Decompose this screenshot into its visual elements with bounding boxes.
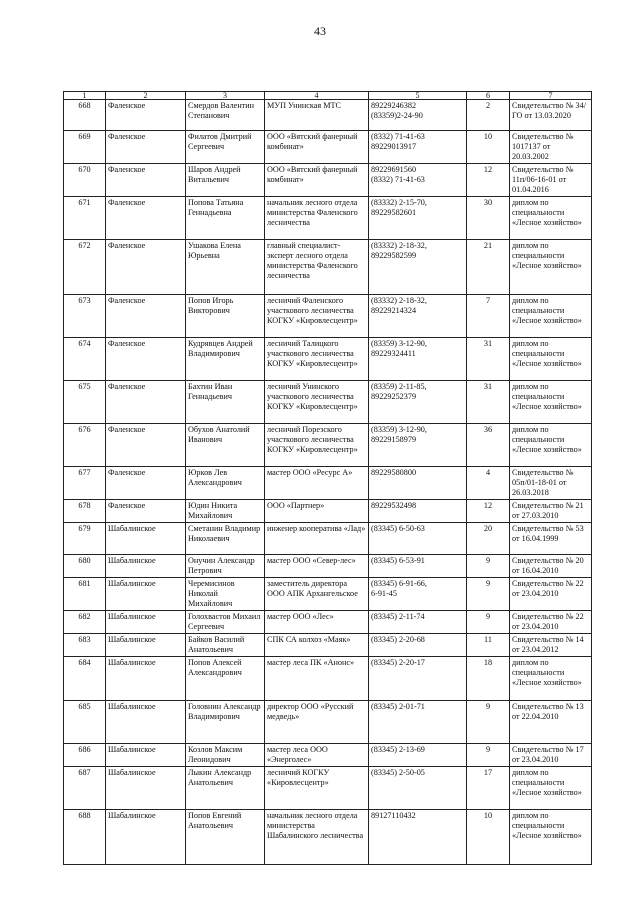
row-number: 672 [64,240,106,295]
person-name-cell: Черемисинов Николай Михайлович [186,578,265,611]
phone-cell: (83332) 2-15-70, 89229582601 [369,197,467,240]
organization-cell: директор ООО «Русский медведь» [265,701,369,744]
row-number: 680 [64,555,106,578]
document-cell: диплом по специальности «Лесное хозяйство» [510,338,592,381]
district-cell: Фаленское [106,197,186,240]
experience-cell: 9 [467,611,510,634]
phone-cell: 89229532498 [369,500,467,523]
experience-cell: 12 [467,164,510,197]
document-cell: Свидетельство № 53 от 16.04.1999 [510,523,592,555]
table-row [64,634,592,657]
organization-cell: лесничий Фаленского участкового лесничества КОГКУ «Кировлесцентр» [265,295,369,338]
phone-cell: (83332) 2-18-32, 89229214324 [369,295,467,338]
district-cell: Шабалинское [106,657,186,701]
document-cell: Свидетельство № 17 от 23.04.2010 [510,744,592,767]
phone-cell: (83345) 2-11-74 [369,611,467,634]
person-name-cell: Головнин Александр Владимирович [186,701,265,744]
document-cell: диплом по специальности «Лесное хозяйство» [510,381,592,424]
row-number: 673 [64,295,106,338]
experience-cell: 9 [467,701,510,744]
district-cell: Фаленское [106,500,186,523]
person-name-cell: Филатов Дмитрий Сергеевич [186,131,265,164]
table-row [64,467,592,500]
district-cell: Фаленское [106,467,186,500]
person-name-cell: Юдин Никита Михайлович [186,500,265,523]
table-row [64,810,592,865]
phone-cell: (83345) 2-50-05 [369,767,467,810]
phone-cell: (83345) 2-20-68 [369,634,467,657]
organization-cell: СПК СА колхоз «Маяк» [265,634,369,657]
table-row [64,240,592,295]
phone-cell: 89229691560 (8332) 71-41-63 [369,164,467,197]
row-number: 687 [64,767,106,810]
organization-cell: начальник лесного отдела министерства Фаленского лесничества [265,197,369,240]
phone-cell: (83359) 3-12-90, 89229158979 [369,424,467,467]
row-number: 678 [64,500,106,523]
document-cell: Свидетельство № 1017137 от 20.03.2002 [510,131,592,164]
document-cell: Свидетельство № 21 от 27.03.2010 [510,500,592,523]
person-name-cell: Шаров Андрей Витальевич [186,164,265,197]
organization-cell: ООО «Партнер» [265,500,369,523]
experience-cell: 10 [467,810,510,865]
document-cell: диплом по специальности «Лесное хозяйство» [510,810,592,865]
row-number: 685 [64,701,106,744]
person-name-cell: Попова Татьяна Геннадьевна [186,197,265,240]
organization-cell: мастер ООО «Ресурс А» [265,467,369,500]
registry-table [63,91,592,865]
organization-cell: лесничий КОГКУ «Кировлесцентр» [265,767,369,810]
district-cell: Шабалинское [106,767,186,810]
organization-cell: заместитель директора ООО АПК Архангельское [265,578,369,611]
experience-cell: 4 [467,467,510,500]
table-row [64,100,592,131]
organization-cell: МУП Унинская МТС [265,100,369,131]
header-cell: 1 [64,92,106,100]
person-name-cell: Ушакова Елена Юрьевна [186,240,265,295]
table-row [64,295,592,338]
experience-cell: 31 [467,338,510,381]
document-cell: диплом по специальности «Лесное хозяйство» [510,240,592,295]
phone-cell: 89229580800 [369,467,467,500]
person-name-cell: Голохвастов Михаил Сергеевич [186,611,265,634]
experience-cell: 9 [467,744,510,767]
row-number: 669 [64,131,106,164]
district-cell: Шабалинское [106,634,186,657]
row-number: 686 [64,744,106,767]
person-name-cell: Попов Алексей Александрович [186,657,265,701]
document-cell: Свидетельство № 34/ГО от 13.03.2020 [510,100,592,131]
experience-cell: 36 [467,424,510,467]
person-name-cell: Лыкин Александр Анатольевич [186,767,265,810]
person-name-cell: Обухов Анатолий Иванович [186,424,265,467]
table-row [64,744,592,767]
organization-cell: ООО «Вятский фанерный комбинат» [265,164,369,197]
experience-cell: 21 [467,240,510,295]
experience-cell: 7 [467,295,510,338]
phone-cell: (83345) 2-01-71 [369,701,467,744]
row-number: 683 [64,634,106,657]
phone-cell: (83345) 2-20-17 [369,657,467,701]
district-cell: Шабалинское [106,578,186,611]
row-number: 671 [64,197,106,240]
district-cell: Фаленское [106,424,186,467]
organization-cell: мастер леса ПК «Анонс» [265,657,369,701]
phone-cell: (83345) 6-53-91 [369,555,467,578]
header-cell: 4 [265,92,369,100]
phone-cell: (83345) 6-50-63 [369,523,467,555]
person-name-cell: Юрков Лев Александрович [186,467,265,500]
row-number: 668 [64,100,106,131]
phone-cell: 89127110432 [369,810,467,865]
organization-cell: инженер кооператива «Лад» [265,523,369,555]
document-cell: Свидетельство № 22 от 23.04.2010 [510,611,592,634]
experience-cell: 12 [467,500,510,523]
table-row [64,657,592,701]
header-cell: 2 [106,92,186,100]
organization-cell: лесничий Талицкого участкового лесничества КОГКУ «Кировлесцентр» [265,338,369,381]
experience-cell: 9 [467,555,510,578]
person-name-cell: Байков Василий Анатольевич [186,634,265,657]
row-number: 674 [64,338,106,381]
table-row [64,424,592,467]
table-row [64,611,592,634]
row-number: 684 [64,657,106,701]
document-cell: диплом по специальности «Лесное хозяйство» [510,424,592,467]
header-cell: 7 [510,92,592,100]
district-cell: Фаленское [106,100,186,131]
row-number: 677 [64,467,106,500]
document-cell: Свидетельство № 20 от 16.04.2010 [510,555,592,578]
district-cell: Шабалинское [106,810,186,865]
organization-cell: ООО «Вятский фанерный комбинат» [265,131,369,164]
district-cell: Фаленское [106,381,186,424]
document-cell: Свидетельство № 22 от 23.04.2010 [510,578,592,611]
document-cell: диплом по специальности «Лесное хозяйство» [510,657,592,701]
person-name-cell: Онучин Александр Петрович [186,555,265,578]
district-cell: Фаленское [106,164,186,197]
table-row [64,523,592,555]
district-cell: Фаленское [106,295,186,338]
phone-cell: (83359) 2-11-85, 89229252379 [369,381,467,424]
experience-cell: 18 [467,657,510,701]
organization-cell: мастер ООО «Лес» [265,611,369,634]
district-cell: Шабалинское [106,523,186,555]
phone-cell: (83332) 2-18-32, 89229582599 [369,240,467,295]
row-number: 681 [64,578,106,611]
person-name-cell: Попов Игорь Викторович [186,295,265,338]
table-row [64,338,592,381]
document-cell: Свидетельство № 11п/06-16-01 от 01.04.2016 [510,164,592,197]
organization-cell: мастер леса ООО «Энерголес» [265,744,369,767]
district-cell: Шабалинское [106,744,186,767]
experience-cell: 11 [467,634,510,657]
experience-cell: 10 [467,131,510,164]
row-number: 679 [64,523,106,555]
row-number: 682 [64,611,106,634]
person-name-cell: Смердов Валентин Степанович [186,100,265,131]
person-name-cell: Сметанин Владимир Николаевич [186,523,265,555]
phone-cell: (8332) 71-41-63 89229013917 [369,131,467,164]
header-row [64,92,592,100]
organization-cell: начальник лесного отдела министерства Шабалинского лесничества [265,810,369,865]
experience-cell: 2 [467,100,510,131]
document-cell: диплом по специальности «Лесное хозяйство» [510,197,592,240]
district-cell: Фаленское [106,131,186,164]
table-row [64,131,592,164]
row-number: 675 [64,381,106,424]
table-row [64,578,592,611]
header-cell: 6 [467,92,510,100]
document-cell: диплом по специальности «Лесное хозяйство» [510,767,592,810]
organization-cell: лесничий Порезского участкового лесничества КОГКУ «Кировлесцентр» [265,424,369,467]
phone-cell: 89229246382 (83359)2-24-90 [369,100,467,131]
person-name-cell: Бахтин Иван Геннадьевич [186,381,265,424]
table-row [64,500,592,523]
experience-cell: 31 [467,381,510,424]
page-number: 43 [314,24,326,38]
table-row [64,164,592,197]
phone-cell: (83359) 3-12-90, 89229324411 [369,338,467,381]
header-cell: 5 [369,92,467,100]
row-number: 676 [64,424,106,467]
experience-cell: 9 [467,578,510,611]
phone-cell: (83345) 2-13-69 [369,744,467,767]
experience-cell: 17 [467,767,510,810]
organization-cell: главный специалист-эксперт лесного отдела министерства Фаленского лесничества [265,240,369,295]
header-cell: 3 [186,92,265,100]
district-cell: Фаленское [106,240,186,295]
district-cell: Шабалинское [106,611,186,634]
document-cell: Свидетельство № 14 от 23.04.2012 [510,634,592,657]
district-cell: Шабалинское [106,555,186,578]
district-cell: Фаленское [106,338,186,381]
experience-cell: 30 [467,197,510,240]
person-name-cell: Козлов Максим Леонидович [186,744,265,767]
phone-cell: (83345) 6-91-66, 6-91-45 [369,578,467,611]
table-row [64,701,592,744]
organization-cell: лесничий Унинского участкового лесничества КОГКУ «Кировлесцентр» [265,381,369,424]
row-number: 688 [64,810,106,865]
experience-cell: 20 [467,523,510,555]
table-row [64,555,592,578]
person-name-cell: Кудрявцев Андрей Владимирович [186,338,265,381]
person-name-cell: Попов Евгений Анатольевич [186,810,265,865]
document-cell: Свидетельство № 13 от 22.04.2010 [510,701,592,744]
district-cell: Шабалинское [106,701,186,744]
table-row [64,381,592,424]
row-number: 670 [64,164,106,197]
document-cell: диплом по специальности «Лесное хозяйство» [510,295,592,338]
organization-cell: мастер ООО «Север-лес» [265,555,369,578]
table-row [64,767,592,810]
document-cell: Свидетельство № 05п/01-18-01 от 26.03.2018 [510,467,592,500]
table-row [64,197,592,240]
